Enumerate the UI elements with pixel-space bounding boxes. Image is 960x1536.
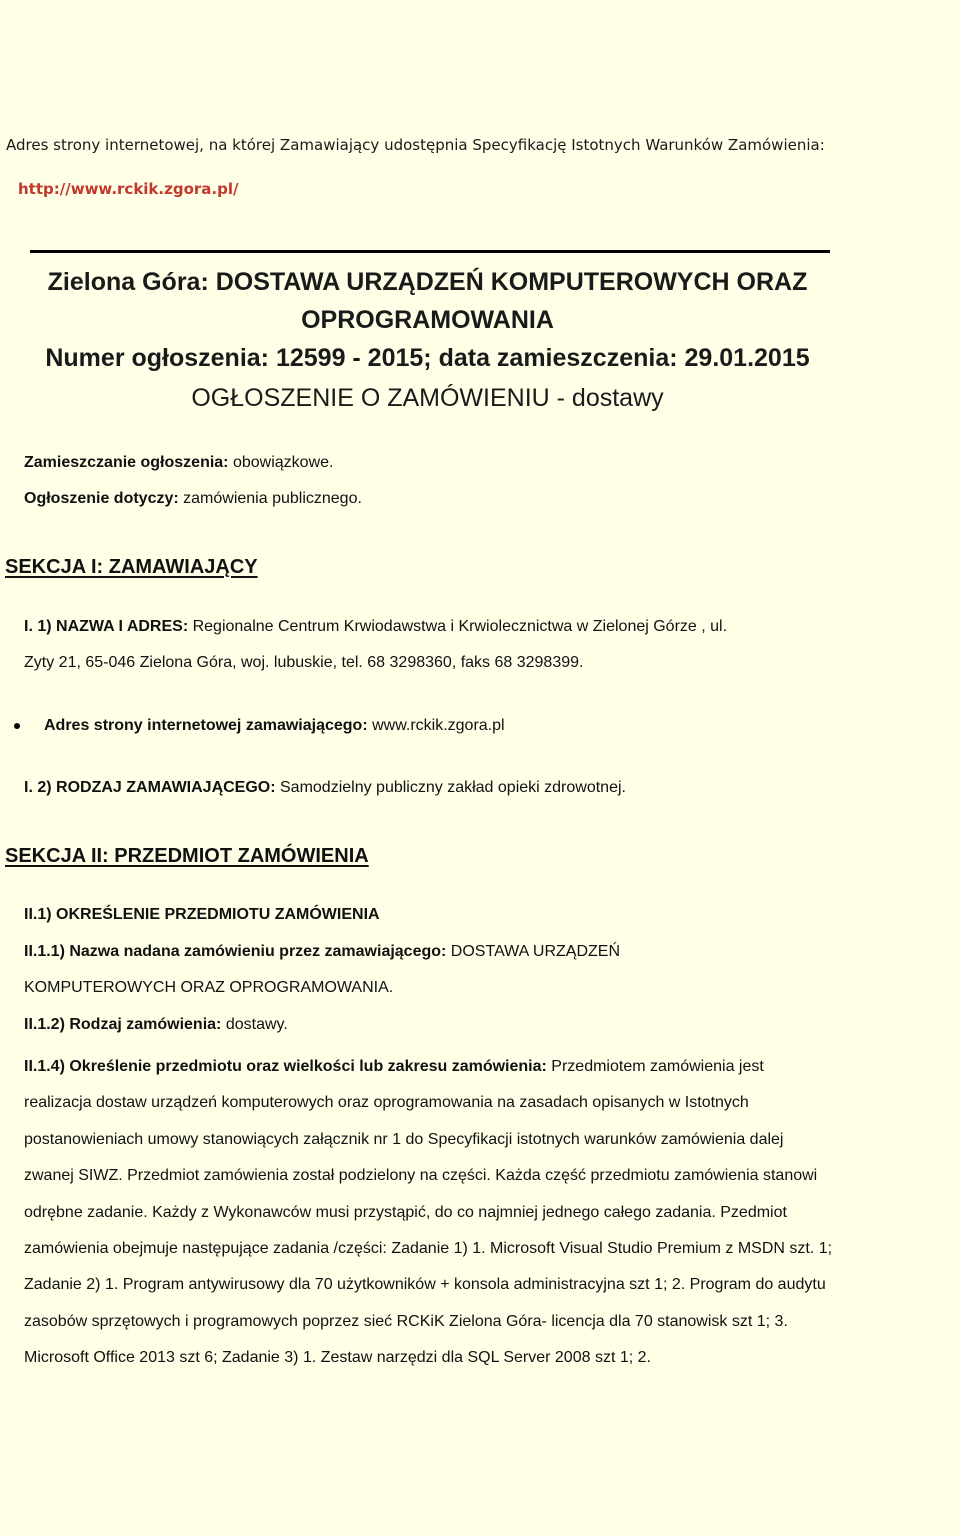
order-name-continued: KOMPUTEROWYCH ORAZ OPROGRAMOWANIA. [24,979,394,996]
concerns-label: Ogłoszenie dotyczy: [24,490,179,507]
contracting-address-row: Zyty 21, 65-046 Zielona Góra, woj. lubuskie, tel. 68 3298360, faks 68 3298399. [24,654,584,671]
concerns-row [24,488,362,510]
order-name-row [24,941,620,963]
notice-title-line1: Zielona Góra: DOSTAWA URZĄDZEŃ KOMPUTEROWYCH ORAZ [47,268,808,296]
section2-heading: SEKCJA II: PRZEDMIOT ZAMÓWIENIA [5,845,369,867]
section1-heading: SEKCJA I: ZAMAWIAJĄCY [5,556,258,578]
header-divider [30,250,830,253]
concerns-value: zamówienia publicznego. [178,490,362,507]
order-kind-value: dostawy. [221,1016,288,1033]
notice-header [30,263,825,417]
notice-title-line2: OPROGRAMOWANIA [301,306,554,334]
order-kind-label: II.1.2) Rodzaj zamówienia: [24,1016,222,1033]
notice-subtitle: OGŁOSZENIE O ZAMÓWIENIU - dostawy [191,384,664,412]
bullet-icon [14,723,20,729]
contracting-type-row [24,777,626,799]
contracting-name-row [24,616,727,638]
placement-value: obowiązkowe. [228,454,334,471]
order-scope-paragraph [24,1049,834,1377]
intro-text: Adres strony internetowej, na której Zamawiający udostępnia Specyfikację Istotnych Warunków Zamówienia: [6,136,825,154]
contracting-name-value: Regionalne Centrum Krwiodawstwa i Krwiolecznictwa w Zielonej Górze , ul. [188,618,728,635]
order-name-label: II.1.1) Nazwa nadana zamówieniu przez zamawiającego: [24,943,447,960]
website-label: Adres strony internetowej zamawiającego: [44,717,368,734]
website-row [44,715,505,737]
order-scope-value: Przedmiotem zamówienia jest realizacja dostaw urządzeń komputerowych oraz oprogramowania na zasadach opisanych w Istotnych postanowieniach umowy stanowiących załącznik nr 1 do Specyfikacji istotnych warunków zamówienia dalej zwanej SIWZ. Przedmiot zamówienia został podzielony na części. Każda część przedmiotu zamówienia stanowi odrębne zadanie. Każdy z Wykonawców musi przystąpić, do co najmniej jednego całego zadania. Pzedmiot zamówienia obejmuje następujące zadania /części: Zadanie 1) 1. Microsoft Visual Studio Premium z MSDN szt. 1; Zadanie 2) 1. Program antywirusowy dla 70 użytkowników + konsola administracyjna szt 1; 2. Program do audytu zasobów sprzętowych i programowych poprzez sieć RCKiK Zielona Góra- licencja dla 70 stanowisk szt 1; 3. Microsoft Office 2013 szt 6; Zadanie 3) 1. Zestaw narzędzi dla SQL Server 2008 szt 1; 2. [24,1058,833,1367]
placement-row [24,452,333,474]
intro-url-link[interactable]: http://www.rckik.zgora.pl/ [18,180,239,198]
order-kind-row [24,1014,288,1036]
order-scope-label: II.1.4) Określenie przedmiotu oraz wielkości lub zakresu zamówienia: [24,1058,547,1075]
contracting-type-label: I. 2) RODZAJ ZAMAWIAJĄCEGO: [24,779,276,796]
subject-subheading: II.1) OKREŚLENIE PRZEDMIOTU ZAMÓWIENIA [24,906,380,923]
order-name-value: DOSTAWA URZĄDZEŃ [446,943,620,960]
website-value[interactable]: www.rckik.zgora.pl [367,717,505,734]
contracting-type-value: Samodzielny publiczny zakład opieki zdrowotnej. [275,779,626,796]
contracting-name-label: I. 1) NAZWA I ADRES: [24,618,189,635]
placement-label: Zamieszczanie ogłoszenia: [24,454,229,471]
notice-number-line: Numer ogłoszenia: 12599 - 2015; data zamieszczenia: 29.01.2015 [45,344,810,372]
